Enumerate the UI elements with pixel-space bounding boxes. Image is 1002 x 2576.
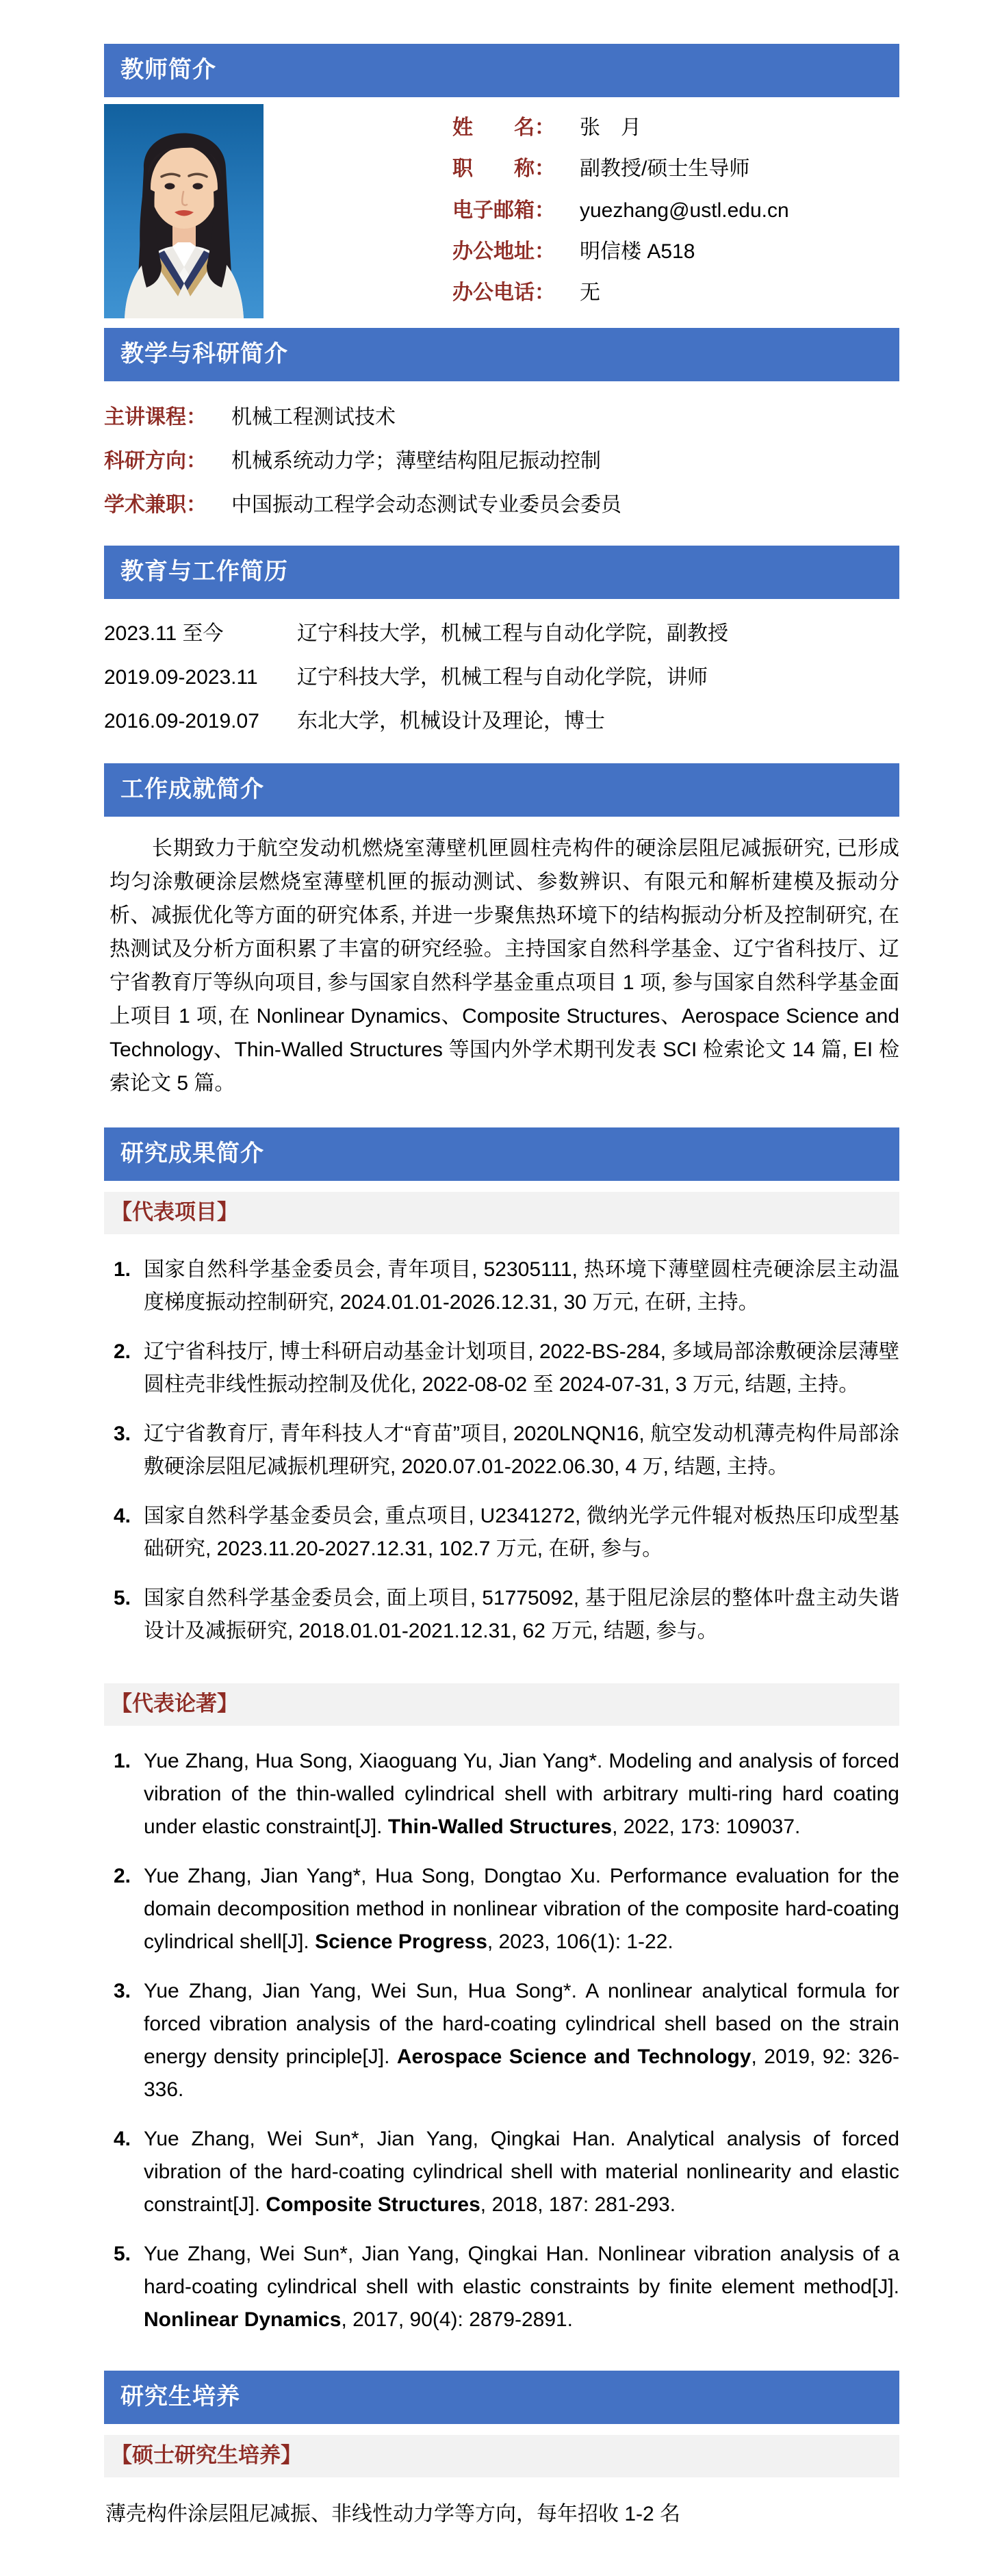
section-header-teacher-intro: [104, 44, 899, 97]
info-value: 无: [580, 281, 600, 304]
paper-citation: [144, 2123, 899, 2221]
paper-item: [104, 2123, 899, 2221]
experience-period: 2019.09-2023.11: [104, 666, 258, 689]
info-label: 电子邮箱：: [452, 199, 555, 222]
info-label: 姓 名：: [452, 116, 555, 139]
kv-label: 主讲课程：: [104, 406, 207, 429]
info-label: 办公电话：: [452, 281, 555, 304]
subsection-papers-heading: 【代表论著】: [104, 1683, 899, 1726]
portrait-photo-illustration: [104, 104, 264, 318]
paper-citation: [144, 1860, 899, 1959]
email-text: yuezhang@ustl.edu.cn: [580, 199, 789, 222]
paper-citation-suffix: , 2019, 92: 326-336.: [144, 2045, 899, 2101]
paper-citation: [144, 1975, 899, 2106]
profile-info-list: [295, 104, 899, 318]
paper-journal-name: Aerospace Science and Technology: [396, 2045, 752, 2068]
project-item: [104, 1336, 899, 1401]
info-label: 职 称：: [452, 157, 555, 181]
paper-citation-prefix: Yue Zhang, Wei Sun*, Jian Yang, Qingkai Han. Analytical analysis of forced vibration of the hard-coating cylindrical shell with material nonlinearity and elastic constraint[J].: [144, 2128, 899, 2216]
project-number: 4.: [114, 1505, 131, 1527]
experience-period: 2016.09-2019.07: [104, 710, 259, 732]
projects-list: [104, 1234, 899, 1672]
section-header-teaching-research: [104, 328, 899, 381]
paper-citation-suffix: , 2022, 173: 109037.: [612, 1815, 801, 1838]
experience-period: 2023.11 至今: [104, 622, 224, 645]
project-number: 2.: [114, 1340, 131, 1363]
experience-block: [104, 599, 899, 763]
section-title: 研究生培养: [120, 2384, 240, 2410]
info-value: 副教授/硕士生导师: [580, 157, 750, 181]
paper-citation-prefix: Yue Zhang, Hua Song, Xiaoguang Yu, Jian Yang*. Modeling and analysis of forced vibration of the thin-walled cylindrical shell with arbitrary multi-ring hard coating under elastic constraint[J].: [144, 1750, 899, 1838]
section-title: 教学与科研简介: [120, 341, 288, 367]
section-header-research-results: [104, 1127, 899, 1181]
paper-citation: [144, 1745, 899, 1844]
section-header-education-work: [104, 546, 899, 599]
project-item: [104, 1582, 899, 1648]
kv-value: 机械工程测试技术: [231, 406, 396, 429]
section-title: 工作成就简介: [120, 776, 264, 802]
project-text: 辽宁省科技厅, 博士科研启动基金计划项目, 2022-BS-284, 多域局部涂敷硬涂层薄壁圆柱壳非线性振动控制及优化, 2022-08-02 至 2024-07-31, 3 万元, 结题, 主持。: [144, 1340, 899, 1396]
project-item: [104, 1253, 899, 1319]
info-row-name: [452, 115, 899, 141]
experience-row: [104, 621, 899, 647]
portrait-photo: [104, 104, 264, 318]
subsection-projects-heading: 【代表项目】: [104, 1192, 899, 1234]
paper-journal-name: Science Progress: [315, 1930, 487, 1953]
project-text: 辽宁省教育厅, 青年科技人才“育苗”项目, 2020LNQN16, 航空发动机薄壳构件局部涂敷硬涂层阻尼减振机理研究, 2020.07.01-2022.06.30, 4 万, 结题, 主持。: [144, 1423, 899, 1478]
project-number: 5.: [114, 1587, 131, 1609]
section-title: 研究成果简介: [120, 1140, 264, 1166]
experience-row: [104, 709, 899, 735]
graduate-recruiting-text: 薄壳构件涂层阻尼减振、非线性动力学等方向，每年招收 1-2 名: [105, 2503, 681, 2525]
paper-number: 3.: [114, 1980, 131, 2002]
kv-value: 中国振动工程学会动态测试专业委员会委员: [231, 494, 621, 516]
section-title: 教育与工作简历: [120, 559, 288, 585]
profile-head: [104, 97, 899, 328]
info-row-email: [452, 198, 899, 224]
kv-label: 学术兼职：: [104, 494, 207, 516]
info-row-office: [452, 239, 899, 265]
paper-journal-name: Nonlinear Dynamics: [144, 2308, 342, 2331]
info-value: 明信楼 A518: [580, 240, 695, 263]
paper-item: [104, 1975, 899, 2106]
paper-number: 2.: [114, 1865, 131, 1887]
project-number: 3.: [114, 1423, 131, 1445]
kv-row-research-direction: [104, 448, 899, 474]
subsection-master-training-heading: 【硕士研究生培养】: [104, 2435, 899, 2477]
info-row-phone: [452, 280, 899, 306]
teaching-block: [104, 381, 899, 546]
paper-citation-prefix: Yue Zhang, Jian Yang, Wei Sun, Hua Song*. A nonlinear analytical formula for forced vibration analysis of the hard-coating cylindrical shell based on the strain energy density principle[J].: [144, 1980, 899, 2068]
kv-row-academic-posts: [104, 492, 899, 518]
experience-row: [104, 665, 899, 691]
paper-journal-name: Thin-Walled Structures: [387, 1815, 613, 1838]
info-row-title: [452, 156, 899, 182]
experience-detail: 东北大学，机械设计及理论，博士: [297, 710, 605, 732]
info-value: 张 月: [580, 116, 641, 139]
paper-item: [104, 1745, 899, 1844]
kv-value: 机械系统动力学；薄壁结构阻尼振动控制: [231, 450, 601, 472]
project-item: [104, 1418, 899, 1483]
achievements-paragraph: 长期致力于航空发动机燃烧室薄壁机匣圆柱壳构件的硬涂层阻尼减振研究, 已形成均匀涂敷硬涂层燃烧室薄壁机匣的振动测试、参数辨识、有限元和解析建模及振动分析、减振优化等方面的研究体系, 并进一步聚焦热环境下的结构振动分析及控制研究, 在热测试及分析方面积累了丰富的研究经验。主持国家自然科学基金、辽宁省科技厅、辽宁省教育厅等纵向项目, 参与国家自然科学基金重点项目 1 项, 参与国家自然科学基金面上项目 1 项, 在 Nonlinear Dynamics、Composite Structures、Aerospace Science and Technology、Thin-Walled Structures 等国内外学术期刊发表 SCI 检索论文 14 篇, EI 检索论文 5 篇。: [110, 837, 899, 1095]
kv-row-courses: [104, 405, 899, 431]
section-title: 教师简介: [120, 57, 216, 83]
project-text: 国家自然科学基金委员会, 重点项目, U2341272, 微纳光学元件辊对板热压印成型基础研究, 2023.11.20-2027.12.31, 102.7 万元, 在研, 参与。: [144, 1505, 899, 1560]
project-item: [104, 1500, 899, 1566]
project-text: 国家自然科学基金委员会, 青年项目, 52305111, 热环境下薄壁圆柱壳硬涂层主动温度梯度振动控制研究, 2024.01.01-2026.12.31, 30 万元, 在研, 主持。: [144, 1258, 899, 1314]
section-header-graduate-training: [104, 2371, 899, 2424]
paper-citation-prefix: Yue Zhang, Wei Sun*, Jian Yang, Qingkai Han. Nonlinear vibration analysis of a hard-coating cylindrical shell with elastic constraints by finite element method[J].: [144, 2243, 899, 2298]
project-text: 国家自然科学基金委员会, 面上项目, 51775092, 基于阻尼涂层的整体叶盘主动失谐设计及减振研究, 2018.01.01-2021.12.31, 62 万元, 结题, 参与。: [144, 1587, 899, 1642]
section-header-achievements: [104, 763, 899, 817]
paper-citation-suffix: , 2018, 187: 281-293.: [480, 2193, 676, 2216]
paper-number: 1.: [114, 1750, 131, 1772]
project-number: 1.: [114, 1258, 131, 1281]
paper-number: 4.: [114, 2128, 131, 2150]
paper-citation-prefix: Yue Zhang, Jian Yang*, Hua Song, Dongtao Xu. Performance evaluation for the domain decomposition method in nonlinear vibration of the composite hard-coating cylindrical shell[J].: [144, 1865, 899, 1953]
papers-list: [104, 1726, 899, 2361]
kv-label: 科研方向：: [104, 450, 207, 472]
paper-journal-name: Composite Structures: [266, 2193, 480, 2216]
paper-citation: [144, 2238, 899, 2336]
info-label: 办公地址：: [452, 240, 555, 263]
experience-detail: 辽宁科技大学，机械工程与自动化学院，讲师: [297, 666, 708, 689]
paper-number: 5.: [114, 2243, 131, 2265]
paper-citation-suffix: , 2017, 90(4): 2879-2891.: [341, 2308, 574, 2331]
experience-detail: 辽宁科技大学，机械工程与自动化学院，副教授: [297, 622, 728, 645]
paper-citation-suffix: , 2023, 106(1): 1-22.: [487, 1930, 673, 1953]
paper-item: [104, 2238, 899, 2336]
paper-item: [104, 1860, 899, 1959]
